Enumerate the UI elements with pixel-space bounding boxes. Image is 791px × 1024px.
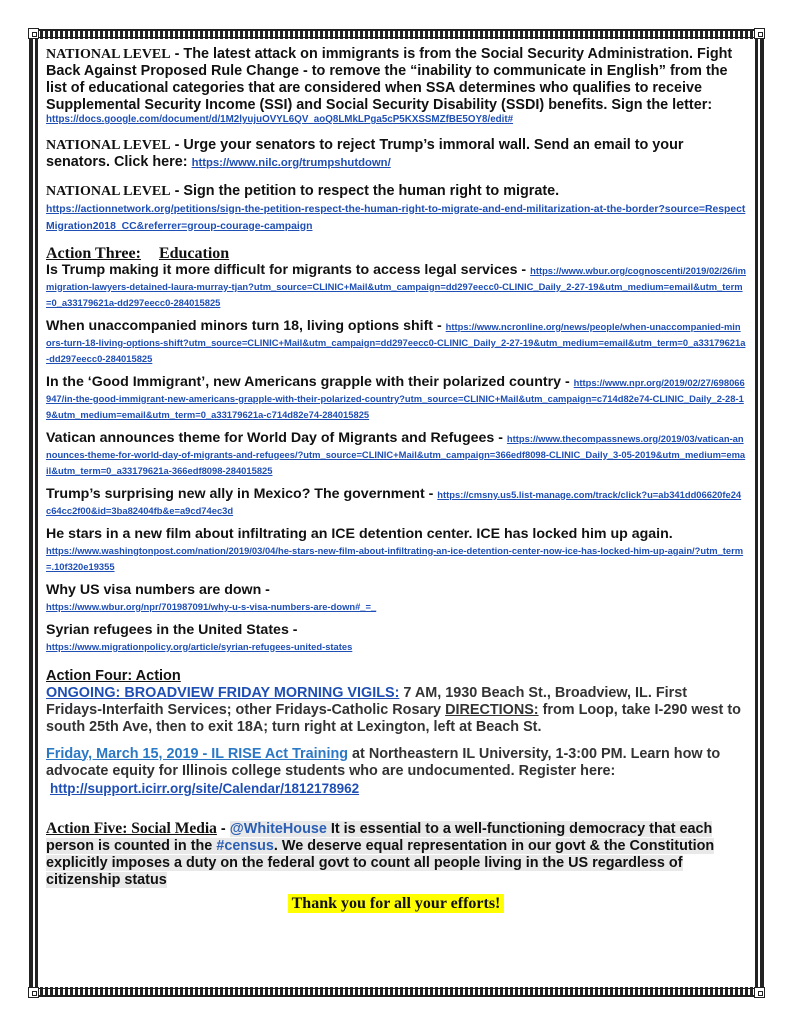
education-item-link[interactable]: https://www.npr.org/2019/02/27/698066947/in-the-good-immigrant-new-americans-grapple-with-their-polarized-country?utm_source=CLINIC+Mail&utm_campaign=c714d82e74-CLINIC_Daily_2-28-19&utm_medium=email&utm_term=0_a33179621a-c714d82e74-284015825 <box>46 376 745 420</box>
directions-text: from Loop, take I-290 west to south 25th Ave, then to exit 18A; turn right at Lexington, left at Beach St. <box>46 701 741 735</box>
petition-link[interactable]: https://actionnetwork.org/petitions/sign-the-petition-respect-the-human-right-to-migrate-and-end-militarization-at-the-border?source=RespectMigration2018_CC&referrer=group-courage-campaign <box>46 203 746 232</box>
thanks-text: Thank you for all your efforts! <box>288 894 505 913</box>
paragraph-text: - The latest attack on immigrants is from the Social Security Administration. Fight Back Against Proposed Rule Change - to remove the “inability to communicate in English” from the list of educational categories that are considered when SSA determines who qualifies to receive Supplemental Security Income (SSI) and Social Security Disability (SSDI) benefits. Sign the letter: <box>46 46 733 113</box>
education-item <box>46 622 746 654</box>
education-item-title: Syrian refugees in the United States - <box>46 621 298 638</box>
page-content <box>46 46 746 913</box>
education-item <box>46 526 746 574</box>
education-item-link[interactable]: https://www.thecompassnews.org/2019/03/vatican-announces-theme-for-world-day-of-migrants-and-refugees/?utm_source=CLINIC+Mail&utm_campaign=366edf8098-CLINIC_Daily_3-05-2019&utm_medium=email&utm_term=0_a33179621a-366edf8098-284015825 <box>46 432 746 476</box>
vigil-paragraph <box>46 685 746 736</box>
education-item <box>46 486 746 518</box>
education-item-title: Vatican announces theme for World Day of Migrants and Refugees - <box>46 429 507 446</box>
education-item-title: When unaccompanied minors turn 18, living options shift - <box>46 317 446 334</box>
education-item-title: In the ‘Good Immigrant’, new Americans grapple with their polarized country - <box>46 373 574 390</box>
action-three-heading <box>46 245 746 262</box>
education-item-title: Trump’s surprising new ally in Mexico? The government - <box>46 485 438 502</box>
national-level-wall <box>46 137 746 172</box>
national-level-ssa <box>46 46 746 126</box>
education-item-title: Is Trump making it more difficult for migrants to access legal services - <box>46 261 531 278</box>
paragraph-text: - Urge your senators to reject Trump’s immoral wall. Send an email to your senators. Click here: <box>46 136 684 170</box>
social-text: It is essential to a well-functioning democracy that each person is counted in the <box>46 820 713 854</box>
section-lead: NATIONAL LEVEL <box>46 137 171 153</box>
action-five-heading: Action Five: Social Media <box>46 819 217 837</box>
rise-text: at Northeastern IL University, 1-3:00 PM. Learn how to advocate equity for Illinois college students who are undocumented. Register here: <box>46 745 721 779</box>
heading-label: Action Three: <box>46 244 141 262</box>
rise-paragraph <box>46 746 746 798</box>
education-item <box>46 262 746 310</box>
social-text-cont: . We deserve equal representation in our govt & the Constitution explicitly imposes a duty on the federal govt to count all people living in the US regardless of citizenship status <box>46 837 715 888</box>
rise-date-link[interactable]: Friday, March 15, 2019 - IL RISE Act Training <box>46 745 349 762</box>
education-item-title: He stars in a new film about infiltrating an ICE detention center. ICE has locked him up again. <box>46 525 673 542</box>
thanks-banner <box>46 895 746 913</box>
whitehouse-handle[interactable]: @WhiteHouse <box>229 820 327 837</box>
border-corner <box>28 28 39 39</box>
education-item <box>46 582 746 614</box>
education-item <box>46 430 746 478</box>
directions-label: DIRECTIONS: <box>445 701 539 718</box>
separator: - <box>216 820 230 837</box>
vigil-text: 7 AM, 1930 Beach St., Broadview, IL. First Fridays-Interfaith Services; other Fridays-Catholic Rosary <box>46 684 688 718</box>
education-item-link[interactable]: https://www.migrationpolicy.org/article/syrian-refugees-united-states <box>46 640 353 652</box>
census-hashtag[interactable]: #census <box>216 837 274 854</box>
action-four-heading: Action Four: Action <box>46 667 181 684</box>
education-item-title: Why US visa numbers are down - <box>46 581 270 598</box>
nilc-link[interactable]: https://www.nilc.org/trumpshutdown/ <box>191 156 391 169</box>
education-item <box>46 318 746 366</box>
education-item-link[interactable]: https://www.ncronline.org/news/people/when-unaccompanied-minors-turn-18-living-options-shift?utm_source=CLINIC+Mail&utm_campaign=dd297eecc0-CLINIC_Daily_2-27-19&utm_medium=email&utm_term=0_a33179621a-dd297eecc0-284015825 <box>46 320 746 364</box>
section-lead: NATIONAL LEVEL <box>46 183 171 199</box>
education-item-link[interactable]: https://www.washingtonpost.com/nation/2019/03/04/he-stars-new-film-about-infiltrating-an-ice-detention-center-now-ice-has-locked-him-up-again/?utm_term=.10f320e19355 <box>46 544 744 572</box>
heading-topic: Education <box>158 244 230 262</box>
education-list <box>46 262 746 654</box>
education-item <box>46 374 746 422</box>
education-item-link[interactable]: https://cmsny.us5.list-manage.com/track/click?u=ab341dd06620fe24c64cc2f00&id=3ba82404fb&e=a9cd74ec3d <box>46 488 742 516</box>
vigil-link[interactable]: ONGOING: BROADVIEW FRIDAY MORNING VIGILS: <box>46 684 400 701</box>
register-link[interactable]: http://support.icirr.org/site/Calendar/1812178962 <box>50 780 360 796</box>
social-media-paragraph <box>46 820 746 889</box>
border-corner <box>754 987 765 998</box>
paragraph-text: - Sign the petition to respect the human right to migrate. <box>170 182 560 199</box>
ssa-letter-link[interactable]: https://docs.google.com/document/d/1M2lyujuOVYL6QV_aoQ8LMkLPga5cP5KXSSMZfBE5OY8/edit# <box>46 114 514 125</box>
border-corner <box>28 987 39 998</box>
section-lead: NATIONAL LEVEL <box>46 47 171 62</box>
education-item-link[interactable]: https://www.wbur.org/npr/701987091/why-u-s-visa-numbers-are-down#_=_ <box>46 600 377 612</box>
border-corner <box>754 28 765 39</box>
education-item-link[interactable]: https://www.wbur.org/cognoscenti/2019/02/26/immigration-lawyers-detained-laura-murray-tjan?utm_source=CLINIC+Mail&utm_campaign=dd297eecc0-CLINIC_Daily_2-27-19&utm_medium=email&utm_term=0_a33179621a-dd297eecc0-284015825 <box>46 264 746 308</box>
national-level-petition <box>46 183 746 234</box>
